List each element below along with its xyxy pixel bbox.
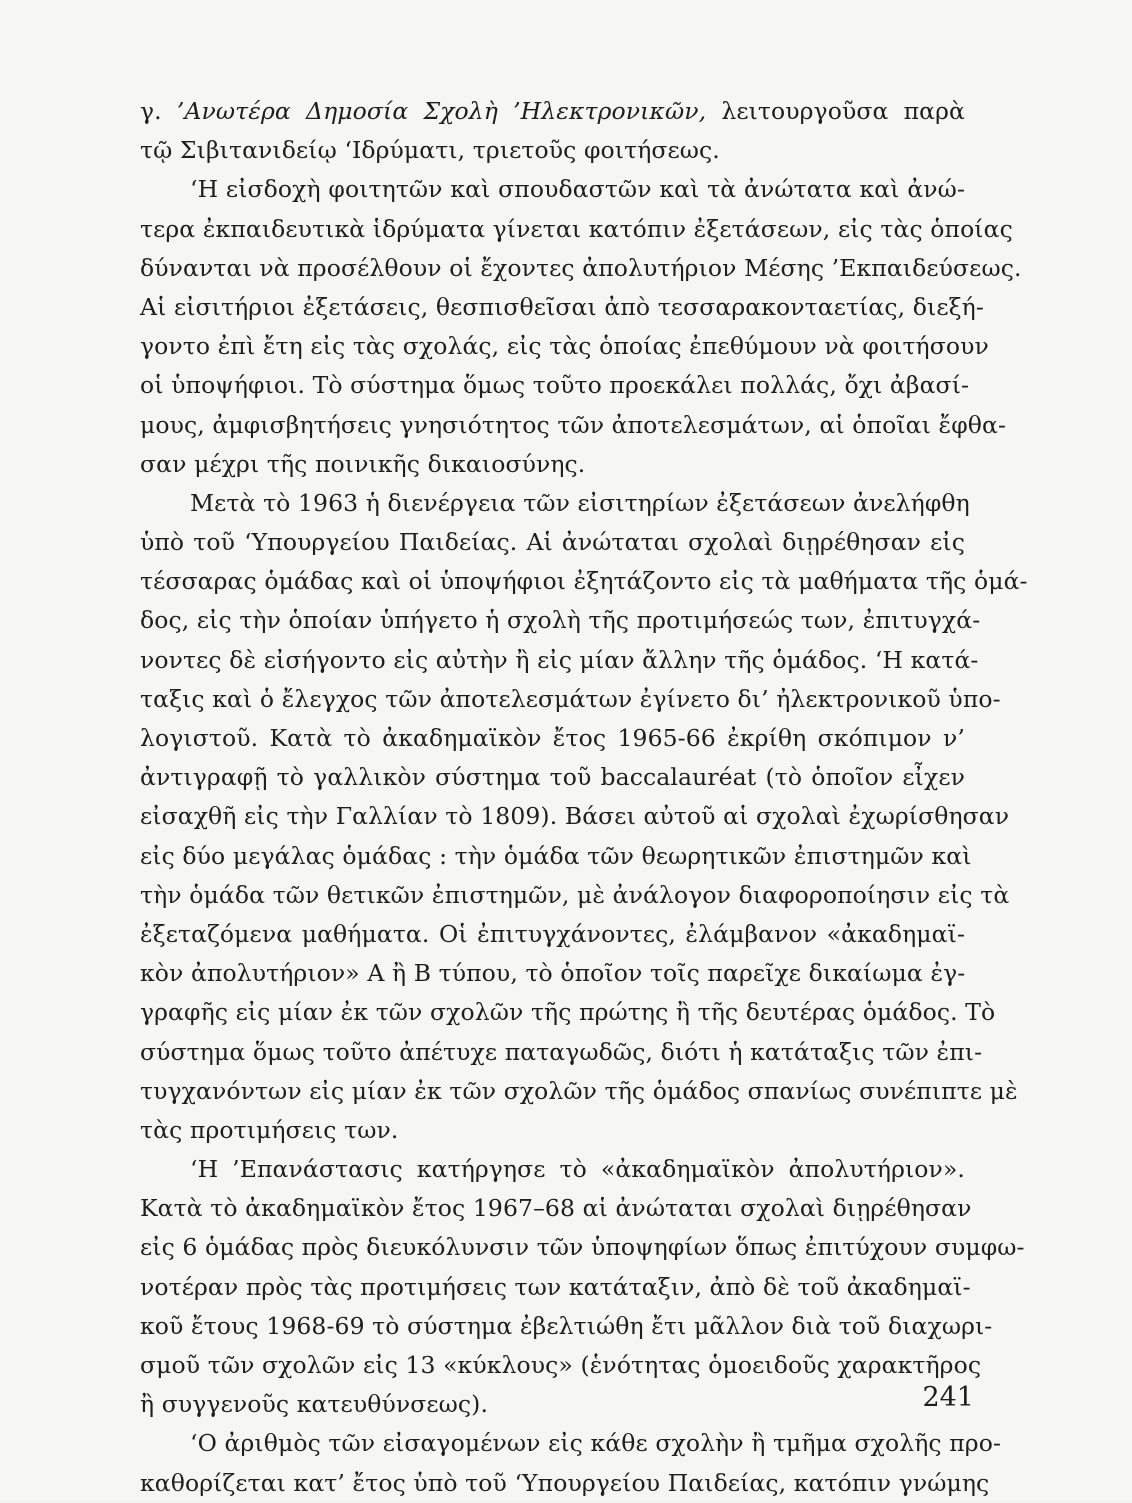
body-text: [140, 92, 1028, 1503]
text-line: κοῦ ἔτους 1968-69 τὸ σύστημα ἐβελτιώθη ἔτι μᾶλλον διὰ τοῦ διαχωρι-: [140, 1311, 993, 1340]
text-line: τὰς προτιμήσεις των.: [140, 1115, 399, 1144]
text-line: οἱ ὑποψήφιοι. Τὸ σύστημα ὅμως τοῦτο προεκάλει πολλάς, ὄχι ἀβασί-: [140, 371, 970, 400]
text-line: τερα ἐκπαιδευτικὰ ἱδρύματα γίνεται κατόπιν ἐξετάσεων, εἰς τὰς ὁποίας: [140, 214, 1013, 243]
text-line: λογιστοῦ. Κατὰ τὸ ἀκαδημαϊκὸν ἔτος 1965-66 ἐκρίθη σκόπιμον ν’: [140, 724, 965, 752]
text-line: σύστημα ὅμως τοῦτο ἀπέτυχε παταγωδῶς, διότι ἡ κατάταξις τῶν ἐπι-: [140, 1037, 983, 1066]
list-marker: γ.: [140, 97, 177, 125]
text-line: δος, εἰς τὴν ὁποίαν ὑπήγετο ἡ σχολὴ τῆς προτιμήσεώς των, ἐπιτυγχά-: [140, 606, 981, 635]
school-name-italic: ’Ανωτέρα Δημοσία Σχολὴ ’Ηλεκτρονικῶν,: [176, 97, 707, 125]
text-line: τυγχανόντων εἰς μίαν ἐκ τῶν σχολῶν τῆς ὁμάδος σπανίως συνέπιπτε μὲ: [140, 1076, 1018, 1105]
text-line: κὸν ἀπολυτήριον» Α ἢ Β τύπου, τὸ ὁποῖον τοῖς παρεῖχε δικαίωμα ἐγ-: [140, 959, 966, 988]
text-line: ἢ συγγενοῦς κατευθύνσεως).: [140, 1390, 489, 1419]
page-number: 241: [922, 1382, 974, 1413]
text-line: γοντο ἐπὶ ἔτη εἰς τὰς σχολάς, εἰς τὰς ὁποίας ἐπεθύμουν νὰ φοιτήσουν: [140, 332, 989, 361]
text-line: γραφῆς εἰς μίαν ἐκ τῶν σχολῶν τῆς πρώτης ἢ τῆς δευτέρας ὁμάδος. Τὸ: [140, 998, 996, 1027]
text-line: ὑπὸ τοῦ ‘Υπουργείου Παιδείας. Αἱ ἀνώταται σχολαὶ διῃρέθησαν εἰς: [140, 528, 965, 557]
text-line: νοντες δὲ εἰσήγοντο εἰς αὐτὴν ἢ εἰς μίαν ἄλλην τῆς ὁμάδος. ‘Η κατά-: [140, 645, 979, 674]
text-line: μους, ἀμφισβητήσεις γνησιότητος τῶν ἀποτελεσμάτων, αἱ ὁποῖαι ἔφθα-: [140, 410, 1007, 439]
text-line: ‘Η εἰσδοχὴ φοιτητῶν καὶ σπουδαστῶν καὶ τὰ ἀνώτατα καὶ ἀνώ-: [190, 175, 965, 204]
text-line: ταξις καὶ ὁ ἔλεγχος τῶν ἀποτελεσμάτων ἐγίνετο δι’ ἠλεκτρονικοῦ ὑπο-: [140, 684, 1001, 713]
text-line: ‘Η ’Επανάστασις κατήργησε τὸ «ἀκαδημαϊκὸν ἀπολυτήριον».: [190, 1155, 965, 1184]
text-line: Μετὰ τὸ 1963 ἡ διενέργεια τῶν εἰσιτηρίων ἐξετάσεων ἀνελήφθη: [190, 488, 970, 517]
text-line: εἰς 6 ὁμάδας πρὸς διευκόλυνσιν τῶν ὑποψηφίων ὅπως ἐπιτύχουν συμφω-: [140, 1233, 1025, 1262]
text-line: Αἱ εἰσιτήριοι ἐξετάσεις, θεσπισθεῖσαι ἀπὸ τεσσαρακονταετίας, διεξή-: [140, 292, 984, 321]
text-line: τέσσαρας ὁμάδας καὶ οἱ ὑποψήφιοι ἐξητάζοντο εἰς τὰ μαθήματα τῆς ὁμά-: [140, 567, 1028, 596]
text-line: καθορίζεται κατ’ ἔτος ὑπὸ τοῦ ‘Υπουργείου Παιδείας, κατόπιν γνώμης: [140, 1468, 990, 1497]
text-line: νοτέραν πρὸς τὰς προτιμήσεις των κατάταξιν, ἀπὸ δὲ τοῦ ἀκαδημαϊ-: [140, 1272, 971, 1301]
text-line: τῷ Σιβιτανιδείῳ ‘Ιδρύματι, τριετοῦς φοιτήσεως.: [140, 136, 720, 165]
text-line: σαν μέχρι τῆς ποινικῆς δικαιοσύνης.: [140, 449, 586, 478]
text-line: ἀντιγραφῇ τὸ γαλλικὸν σύστημα τοῦ baccalauréat (τὸ ὁποῖον εἶχεν: [140, 763, 965, 792]
text-line: δύνανται νὰ προσέλθουν οἱ ἔχοντες ἀπολυτήριον Μέσης ’Εκπαιδεύσεως.: [140, 253, 1022, 282]
text-line: ‘Ο ἀριθμὸς τῶν εἰσαγομένων εἰς κάθε σχολὴν ἢ τμῆμα σχολῆς προ-: [190, 1429, 1001, 1458]
first-line-rest: λειτουργοῦσα παρὰ: [706, 97, 965, 125]
text-line: Κατὰ τὸ ἀκαδημαϊκὸν ἔτος 1967–68 αἱ ἀνώταται σχολαὶ διῃρέθησαν: [140, 1194, 972, 1223]
text-line: εἰσαχθῆ εἰς τὴν Γαλλίαν τὸ 1809). Βάσει αὐτοῦ αἱ σχολαὶ ἐχωρίσθησαν: [140, 802, 1010, 831]
text-line: εἰς δύο μεγάλας ὁμάδας : τὴν ὁμάδα τῶν θεωρητικῶν ἐπιστημῶν καὶ: [140, 841, 972, 870]
text-line: ἐξεταζόμενα μαθήματα. Οἱ ἐπιτυγχάνοντες, ἐλάμβανον «ἀκαδημαϊ-: [140, 919, 965, 948]
text-line: τὴν ὁμάδα τῶν θετικῶν ἐπιστημῶν, μὲ ἀνάλογον διαφοροποίησιν εἰς τὰ: [140, 880, 1010, 909]
text-line: [140, 92, 965, 131]
text-line: σμοῦ τῶν σχολῶν εἰς 13 «κύκλους» (ἑνότητας ὁμοειδοῦς χαρακτῆρος: [140, 1351, 982, 1379]
